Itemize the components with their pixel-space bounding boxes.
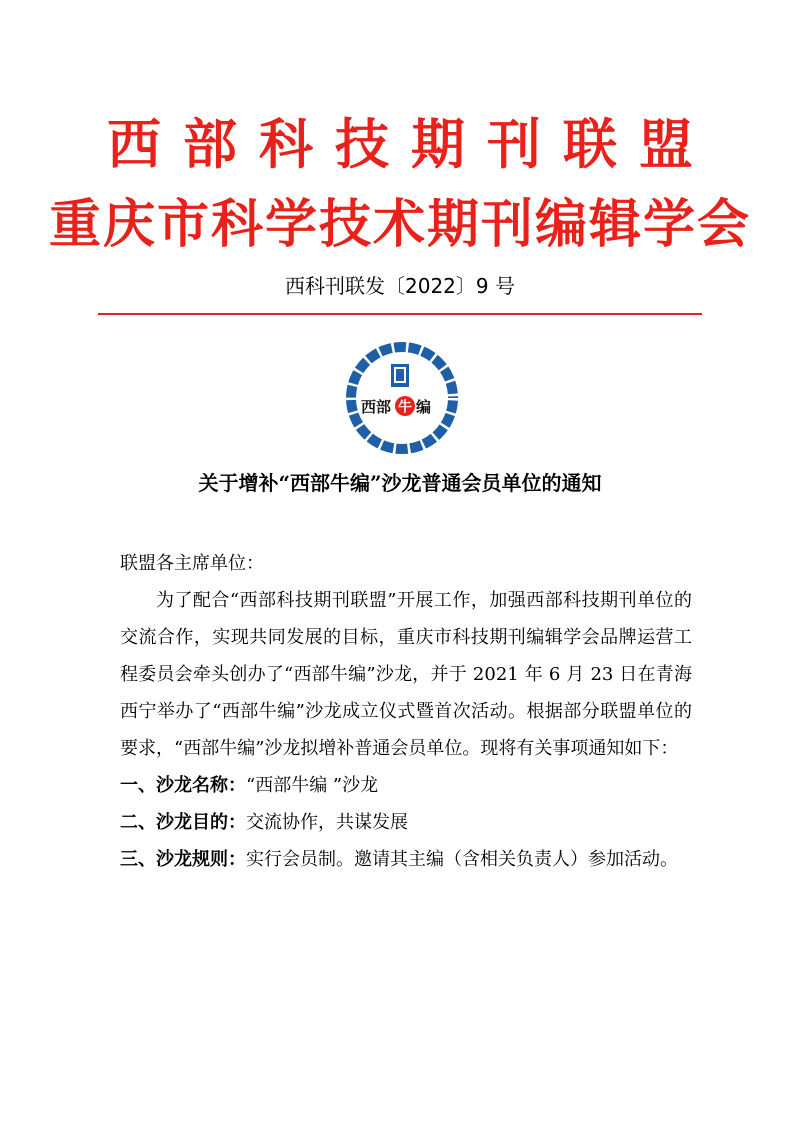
book-icon [391, 364, 409, 387]
item-value: 实行会员制。邀请其主编（含相关负责人）参加活动。 [246, 849, 678, 870]
item-salon-purpose [120, 804, 692, 841]
org-name-western-alliance: 西部科技期刊联盟 [107, 113, 715, 176]
logo-text-right: 编 [416, 398, 432, 416]
item-value: 交流协作，共谋发展 [246, 812, 408, 833]
notice-content [120, 545, 692, 878]
logo-text-center: 牛 [398, 399, 412, 416]
salutation: 联盟各主席单位： [120, 553, 264, 574]
item-value: “西部牛编 ”沙龙 [246, 775, 379, 796]
xibu-niubian-logo [344, 340, 460, 456]
logo-text-left: 西部 [361, 398, 392, 416]
item-salon-rules [120, 841, 692, 878]
item-label: 一、沙龙名称： [120, 775, 246, 796]
item-label: 二、沙龙目的： [120, 812, 246, 833]
org-name-chongqing-society: 重庆市科学技术期刊编辑学会 [48, 195, 751, 255]
item-salon-name [120, 767, 692, 804]
item-label: 三、沙龙规则： [120, 849, 246, 870]
body-paragraph: 为了配合“西部科技期刊联盟”开展工作，加强西部科技期刊单位的交流合作，实现共同发展的目标，重庆市科技期刊编辑学会品牌运营工程委员会牵头创办了“西部牛编”沙龙，并于 2021 年 6 月 23 日在青海西宁举办了“西部牛编”沙龙成立仪式暨首次活动。根据部分联盟单位的要求，“西部牛编”沙龙拟增补普通会员单位。现将有关事项通知如下： [120, 590, 692, 759]
header-divider [98, 313, 702, 315]
document-number: 西科刊联发〔2022〕9 号 [285, 274, 515, 298]
notice-title: 关于增补“西部牛编”沙龙普通会员单位的通知 [198, 471, 602, 495]
